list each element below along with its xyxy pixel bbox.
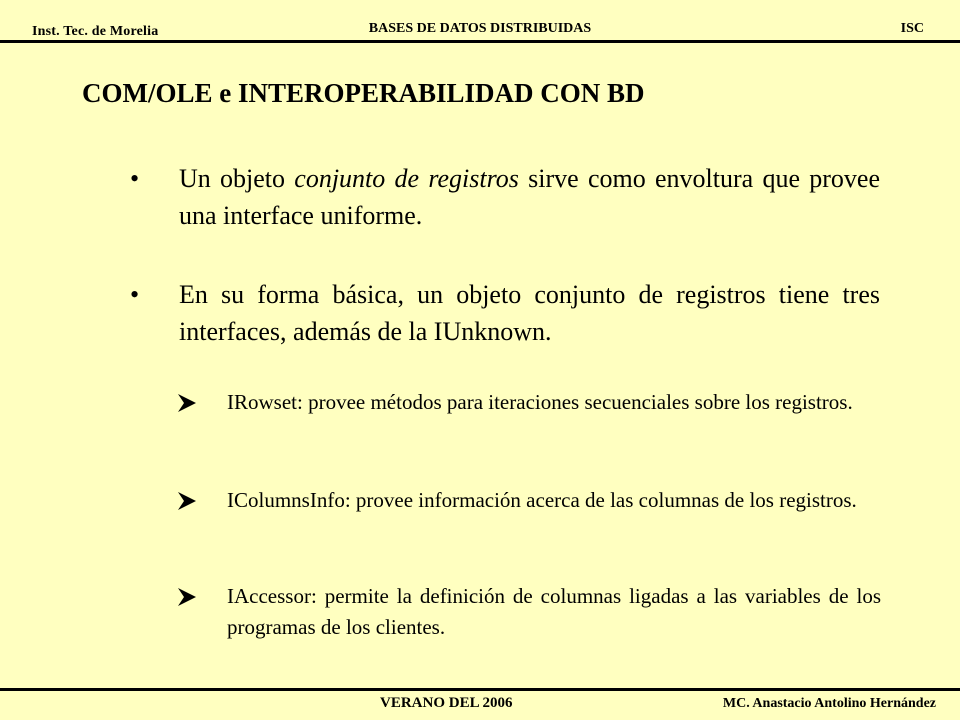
bullet-dot: • xyxy=(130,280,140,309)
arrow-bullet-icon xyxy=(176,586,198,608)
program-label: ISC xyxy=(900,21,924,36)
semester-label: VERANO DEL 2006 xyxy=(380,695,513,711)
header-rule xyxy=(0,40,960,43)
sub-item-text: IAccessor: permite la definición de columnas ligadas a las variables de los programas de los clientes. xyxy=(227,584,881,639)
footer-rule xyxy=(0,688,960,691)
institution-label: Inst. Tec. de Morelia xyxy=(32,24,159,39)
sub-item xyxy=(176,485,881,516)
author-label: MC. Anastacio Antolino Hernández xyxy=(722,696,936,711)
sub-item xyxy=(176,387,881,418)
arrow-bullet-icon xyxy=(176,392,198,414)
arrow-bullet-icon xyxy=(176,490,198,512)
sub-item-text: IColumnsInfo: provee información acerca de las columnas de los registros. xyxy=(227,488,857,512)
sub-item-text: IRowset: provee métodos para iteraciones secuenciales sobre los registros. xyxy=(227,390,853,414)
bullet-text-emphasis: conjunto de registros xyxy=(294,164,519,193)
bullet-item xyxy=(130,276,880,350)
bullet-text xyxy=(179,160,880,234)
bullet-item xyxy=(130,160,880,234)
bullet-text-start: Un objeto xyxy=(179,164,295,193)
sub-item xyxy=(176,581,881,643)
bullet-text-end: sirve como envoltura que provee una interface uniforme. xyxy=(179,164,880,230)
course-title: BASES DE DATOS DISTRIBUIDAS xyxy=(368,21,592,36)
bullet-dot: • xyxy=(130,164,140,193)
bullet-text: En su forma básica, un objeto conjunto de registros tiene tres interfaces, además de la IUnknown. xyxy=(179,280,880,346)
slide-title: COM/OLE e INTEROPERABILIDAD CON BD xyxy=(82,78,645,108)
